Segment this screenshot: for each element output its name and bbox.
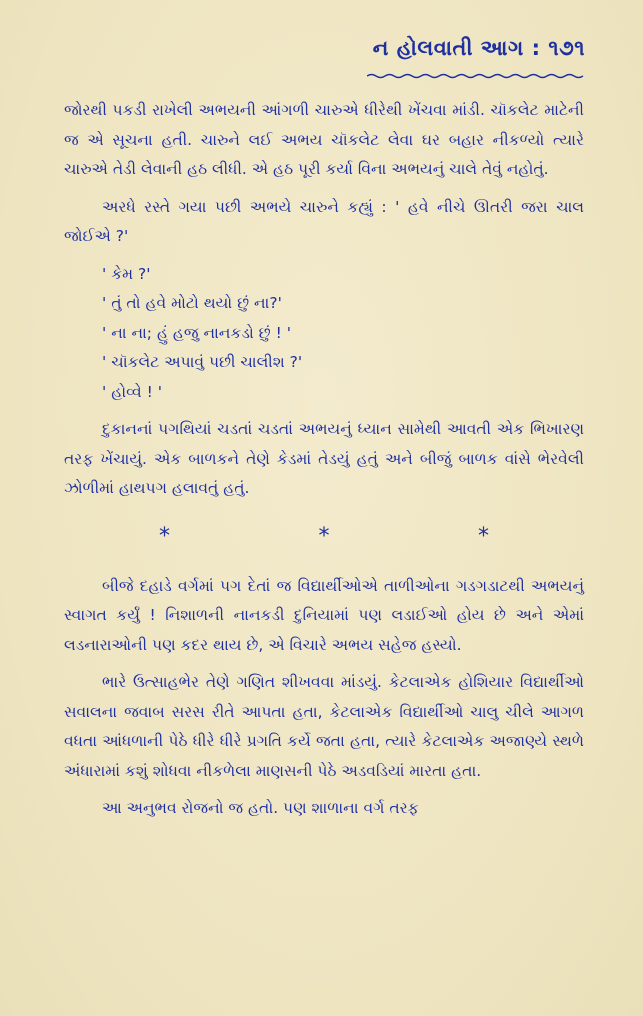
paragraph-1: જોરથી પકડી રાખેલી અભયની આંગળી ચારુએ ધીરેથી ખેંચવા માંડી. ચૉકલેટ માટેની જ એ સૂચના હતી. ચારુને લઈ અભય ચૉકલેટ લેવા ઘર બહાર નીકળ્યો ત્યારે ચારુએ તેડી લેવાની હઠ લીધી. એ હઠ પૂરી કર્યા વિના અભયનું ચાલે તેવું નહોતું. xyxy=(64,101,584,178)
header-wavy-rule xyxy=(367,73,585,79)
paragraph-3: દુકાનનાં પગથિયાં ચડતાં ચડતાં અભયનું ધ્યાન સામેથી આવતી એક ભિખારણ તરફ ખેંચાયું. એક બાળકને તેણે કેડમાં તેડયું હતું અને બીજું બાળક વાંસે ભેરવેલી ઝોળીમાં હાથપગ હલાવતું હતું. xyxy=(64,420,584,497)
separator-asterisk: * xyxy=(478,523,489,549)
paragraph-5: ભારે ઉત્સાહભેર તેણે ગણિત શીખવવા માંડયું. કેટલાએક હોશિયાર વિદ્યાર્થીઓ સવાલના જવાબ સરસ રીતે આપતા હતા, કેટલાએક વિદ્યાર્થીઓ ચાલુ ચીલે આગળ વધતા આંધળાની પેઠે ધીરે ધીરે પ્રગતિ કર્યે જતા હતા, ત્યારે કેટલાએક અજાણ્યે સ્થળે અંધારામાં કશું શોધવા નીકળેલા માણસની પેઠે અડવડિયાં મારતા હતા. xyxy=(64,673,584,780)
paragraph-2: અરધે રસ્તે ગયા પછી અભયે ચારુને કહ્યું : ' હવે નીચે ઊતરી જરા ચાલ જોઈએ ?' xyxy=(64,197,584,245)
separator-asterisk: * xyxy=(318,523,330,549)
running-header: ન હોલવાતી આગ : ૧૭૧ xyxy=(372,36,585,60)
paragraph-6: આ અનુભવ રોજનો જ હતો. પણ શાળાના વર્ગ તરફ xyxy=(102,799,419,817)
dialogue-line-5: ' હોવ્વે ! ' xyxy=(102,382,163,401)
separator-asterisk: * xyxy=(159,523,170,549)
body-text xyxy=(64,96,584,824)
dialogue-line-1: ' કેમ ?' xyxy=(102,264,151,283)
paragraph-4: બીજે દહાડે વર્ગમાં પગ દેતાં જ વિદ્યાર્થીઓએ તાળીઓના ગડગડાટથી અભયનું સ્વાગત કર્યું ! નિશાળની નાનકડી દુનિયામાં પણ લડાઈઓ હોય છે અને એમાં લડનારાઓની પણ કદર થાય છે, એ વિચારે અભય સહેજ હસ્યો. xyxy=(64,576,584,654)
dialogue-line-2: ' તું તો હવે મોટો થયો છું ના?' xyxy=(102,294,282,312)
section-separator xyxy=(159,523,489,549)
dialogue-line-3: ' ના ના; હું હજુ નાનકડો છું ! ' xyxy=(102,323,291,342)
dialogue-line-4: ' ચૉકલેટ અપાવું પછી ચાલીશ ?' xyxy=(102,353,303,371)
